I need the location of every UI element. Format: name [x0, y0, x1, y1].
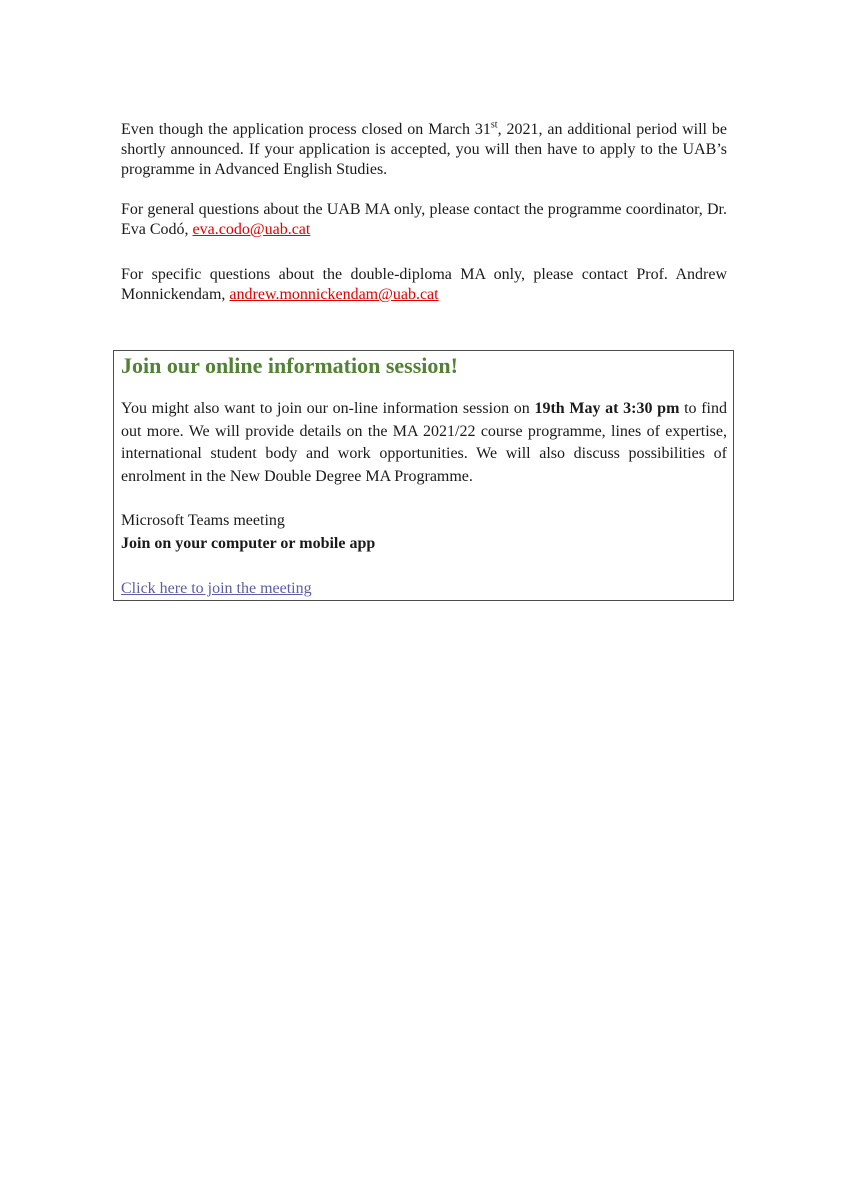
- info-session-description: [121, 398, 727, 489]
- teams-meeting-label: Microsoft Teams meeting: [121, 512, 285, 529]
- double-diploma-email-link[interactable]: andrew.monnickendam@uab.cat: [229, 286, 439, 303]
- coordinator-email-link[interactable]: eva.codo@uab.cat: [192, 221, 311, 238]
- join-meeting-link[interactable]: Click here to join the meeting: [121, 580, 312, 597]
- specific-questions-paragraph: [121, 265, 727, 305]
- info-session-title: Join our online information session!: [121, 353, 458, 378]
- info-session-box: [113, 350, 734, 601]
- general-questions-text: For general questions about the UAB MA only, please contact the programme coordinator, Dr. Eva Codó,: [121, 201, 727, 238]
- info-session-text-end: to find out more. We will provide details on the MA 2021/22 course programme, lines of expertise, international student body and work opportunities. We will also discuss possibilities of enrolment in the New Double Degree MA Programme.: [121, 400, 727, 486]
- application-text-start: Even though the application process closed on March 31: [121, 121, 491, 138]
- application-paragraph: [121, 120, 727, 180]
- info-session-text-start: You might also want to join our on-line information session on: [121, 400, 535, 417]
- specific-questions-text: For specific questions about the double-diploma MA only, please contact Prof. Andrew Monnickendam,: [121, 266, 727, 303]
- join-app-label: Join on your computer or mobile app: [121, 535, 376, 552]
- ordinal-suffix: st: [490, 119, 498, 131]
- session-date-time: 19th May at 3:30 pm: [534, 400, 680, 417]
- general-questions-paragraph: [121, 200, 727, 240]
- application-text-end: , 2021, an additional period will be shortly announced. If your application is accepted, you will then have to apply to the UAB’s programme in Advanced English Studies.: [121, 121, 727, 178]
